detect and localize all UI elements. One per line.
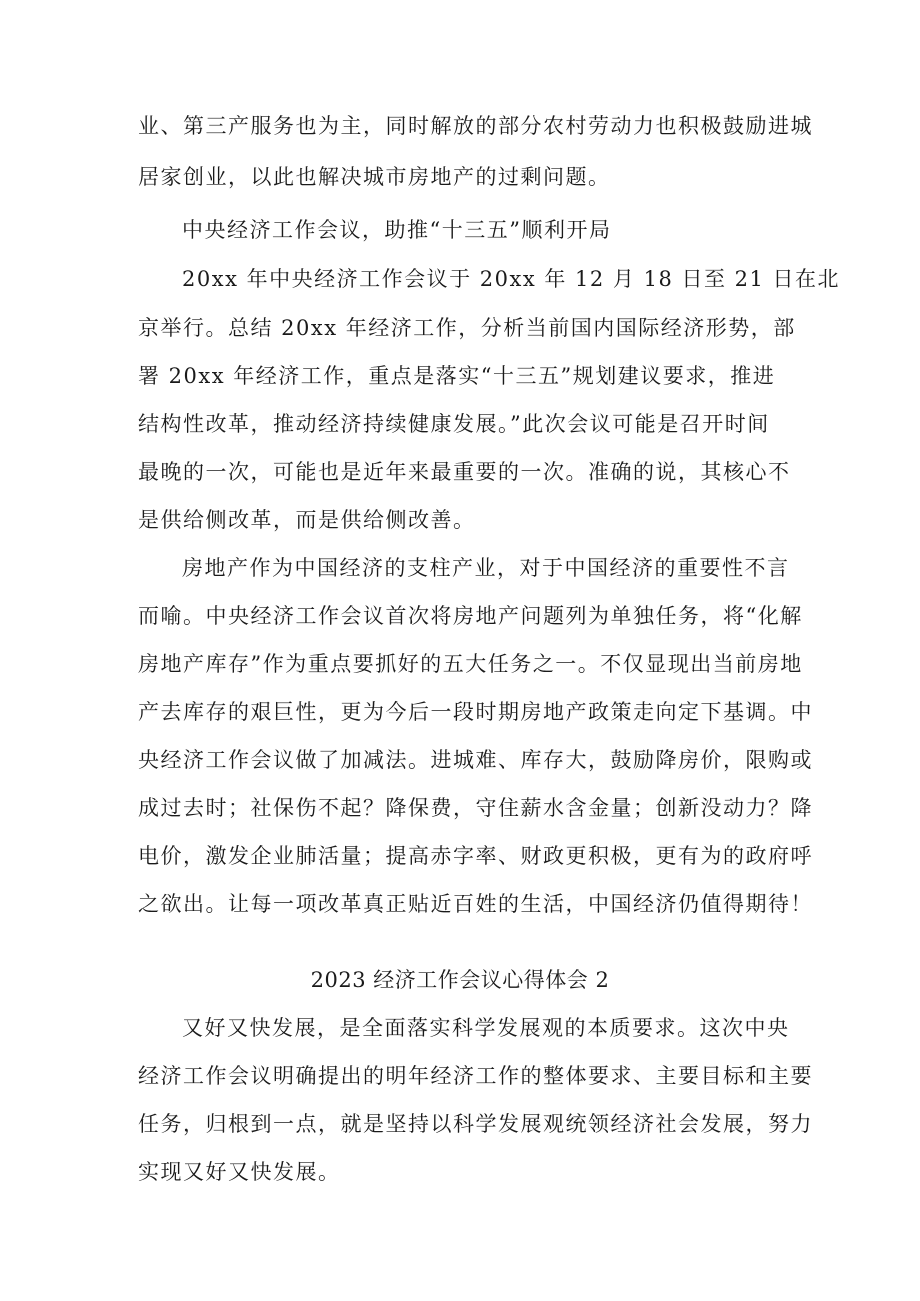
text-line: 任务，归根到一点，就是坚持以科学发展观统领经济社会发展，努力 bbox=[138, 1112, 813, 1136]
text-line: 署 20xx 年经济工作，重点是落实“十三五”规划建议要求，推进 bbox=[138, 364, 776, 388]
text-line: 20xx 年中央经济工作会议于 20xx 年 12 月 18 日至 21 日在北 bbox=[182, 267, 841, 291]
text-line: 结构性改革，推动经济持续健康发展。”此次会议可能是召开时间 bbox=[138, 412, 770, 436]
text-line: 央经济工作会议做了加减法。进城难、库存大，鼓励降房价，限购或 bbox=[138, 748, 813, 772]
text-line: 业、第三产服务也为主，同时解放的部分农村劳动力也积极鼓励进城 bbox=[138, 114, 813, 138]
section-heading: 2023 经济工作会议心得体会 2 bbox=[310, 968, 610, 992]
text-line: 京举行。总结 20xx 年经济工作，分析当前国内国际经济形势，部 bbox=[138, 316, 796, 340]
text-line: 而喻。中央经济工作会议首次将房地产问题列为单独任务，将“化解 bbox=[138, 604, 803, 628]
text-line: 实现又好又快发展。 bbox=[138, 1160, 341, 1184]
text-line: 房地产作为中国经济的支柱产业，对于中国经济的重要性不言 bbox=[182, 556, 790, 580]
text-line: 居家创业，以此也解决城市房地产的过剩问题。 bbox=[138, 165, 611, 189]
text-line: 经济工作会议明确提出的明年经济工作的整体要求、主要目标和主要 bbox=[138, 1064, 813, 1088]
text-line: 又好又快发展，是全面落实科学发展观的本质要求。这次中央 bbox=[182, 1016, 790, 1040]
text-line: 之欲出。让每一项改革真正贴近百姓的生活，中国经济仍值得期待！ bbox=[138, 892, 813, 916]
text-line: 最晚的一次，可能也是近年来最重要的一次。准确的说，其核心不 bbox=[138, 460, 791, 484]
section-subtitle: 中央经济工作会议，助推“十三五”顺利开局 bbox=[182, 218, 612, 242]
text-line: 成过去时；社保伤不起？降保费，守住薪水含金量；创新没动力？降 bbox=[138, 796, 813, 820]
text-line: 产去库存的艰巨性，更为今后一段时期房地产政策走向定下基调。中 bbox=[138, 700, 813, 724]
text-line: 是供给侧改革，而是供给侧改善。 bbox=[138, 508, 476, 532]
text-line: 电价，激发企业肺活量；提高赤字率、财政更积极，更有为的政府呼 bbox=[138, 844, 813, 868]
text-line: 房地产库存”作为重点要抓好的五大任务之一。不仅显现出当前房地 bbox=[138, 652, 803, 676]
